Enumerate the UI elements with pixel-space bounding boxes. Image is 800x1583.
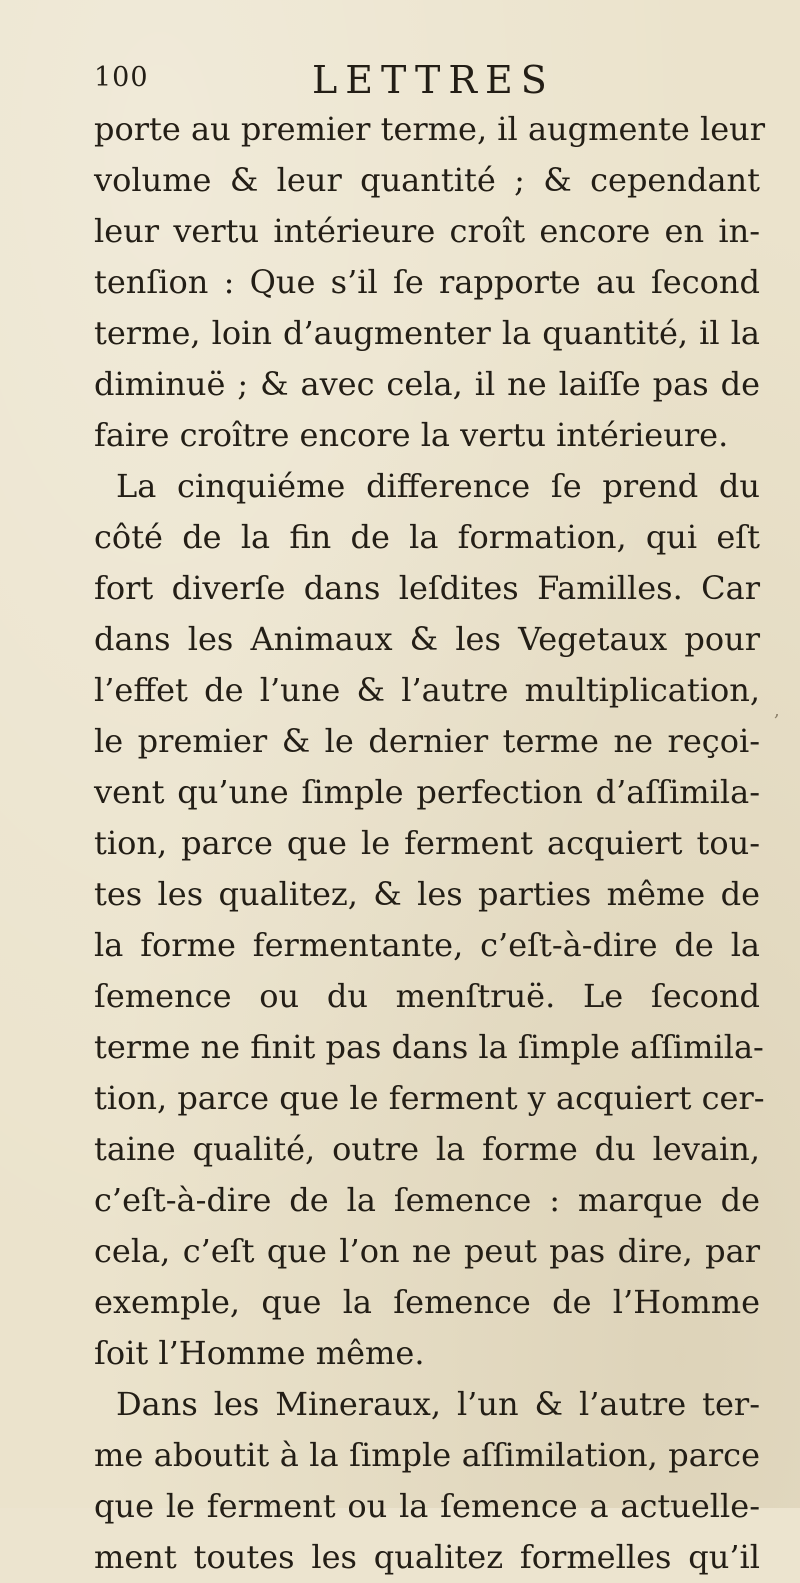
body-text (94, 104, 766, 1583)
text-line: me aboutit à la ſimple aſſimilation, parce (94, 1436, 760, 1474)
text-line: ſemence ou du menſtruë. Le ſecond (94, 977, 760, 1015)
text-line: le premier & le dernier terme ne reçoi- (94, 722, 760, 760)
text-line: exemple, que la ſemence de l’Homme (94, 1283, 760, 1321)
text-line: côté de la fin de la formation, qui eſt (94, 518, 760, 556)
text-line: porte au premier terme, il augmente leur (94, 110, 766, 148)
text-line: ment toutes les qualitez formelles qu’il (94, 1538, 760, 1576)
text-line: l’effet de l’une & l’autre multiplication, (94, 671, 760, 709)
paragraph-first-line: La cinquiéme difference ſe prend du (116, 467, 760, 505)
paragraph-first-line: Dans les Mineraux, l’un & l’autre ter- (116, 1385, 760, 1423)
text-line: terme ne finit pas dans la ſimple aſſimila- (94, 1028, 764, 1066)
page-number: 100 (94, 62, 149, 93)
text-line: tion, parce que le ferment y acquiert cer- (94, 1079, 765, 1117)
text-line: terme, loin d’augmenter la quantité, il la (94, 314, 760, 352)
text-line: tenſion : Que s’il ſe rapporte au ſecond (94, 263, 760, 301)
text-line: leur vertu intérieure croît encore en in- (94, 212, 760, 250)
text-line: vent qu’une ſimple perfection d’aſſimila- (94, 773, 760, 811)
text-line: fort diverſe dans leſdites Familles. Car (94, 569, 760, 607)
paragraph-last-line: faire croître encore la vertu intérieure. (94, 416, 729, 454)
text-line: cela, c’eſt que l’on ne peut pas dire, par (94, 1232, 760, 1270)
text-line: diminuë ; & avec cela, il ne laiſſe pas de (94, 365, 760, 403)
margin-speck-icon: , (774, 700, 780, 721)
text-line: volume & leur quantité ; & cependant (94, 161, 760, 199)
text-line: c’eſt-à-dire de la ſemence : marque de (94, 1181, 760, 1219)
text-line: la forme fermentante, c’eſt-à-dire de la (94, 926, 760, 964)
running-title: LETTRES (312, 58, 555, 102)
running-head (94, 58, 714, 102)
text-line: tion, parce que le ferment acquiert tou- (94, 824, 760, 862)
paragraph-last-line: ſoit l’Homme même. (94, 1334, 425, 1372)
text-line: dans les Animaux & les Vegetaux pour (94, 620, 760, 658)
text-line: taine qualité, outre la forme du levain, (94, 1130, 760, 1168)
text-line: que le ferment ou la ſemence a actuelle- (94, 1487, 760, 1525)
text-line: tes les qualitez, & les parties même de (94, 875, 760, 913)
